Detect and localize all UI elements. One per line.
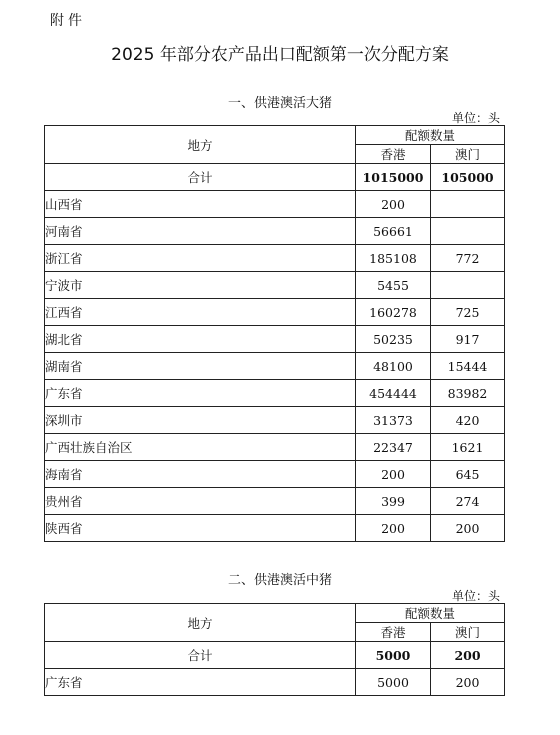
header-mo: 澳门 <box>431 623 505 642</box>
total-mo: 105000 <box>431 164 505 191</box>
hk-value-cell: 50235 <box>356 326 431 353</box>
hk-value-cell: 56661 <box>356 218 431 245</box>
mo-value-cell <box>431 272 505 299</box>
table-row <box>45 245 505 272</box>
table-row <box>45 488 505 515</box>
region-cell: 海南省 <box>45 461 356 488</box>
region-cell: 山西省 <box>45 191 356 218</box>
region-cell: 广西壮族自治区 <box>45 434 356 461</box>
section-1-unit: 单位：头 <box>451 111 500 125</box>
hk-value-cell: 200 <box>356 461 431 488</box>
header-region: 地方 <box>45 604 356 642</box>
hk-value-cell: 454444 <box>356 380 431 407</box>
section-2-table <box>44 603 505 696</box>
header-quota: 配额数量 <box>356 604 505 623</box>
table-row <box>45 407 505 434</box>
table-row <box>45 461 505 488</box>
region-cell: 宁波市 <box>45 272 356 299</box>
total-row <box>45 642 505 669</box>
table-row <box>45 434 505 461</box>
mo-value-cell <box>431 191 505 218</box>
table-row <box>45 299 505 326</box>
mo-value-cell: 15444 <box>431 353 505 380</box>
region-cell: 贵州省 <box>45 488 356 515</box>
hk-value-cell: 185108 <box>356 245 431 272</box>
table-row <box>45 218 505 245</box>
hk-value-cell: 200 <box>356 515 431 542</box>
table-row <box>45 272 505 299</box>
table-row <box>45 326 505 353</box>
document-title: 2025 年部分农产品出口配额第一次分配方案 <box>111 45 449 65</box>
region-cell: 深圳市 <box>45 407 356 434</box>
total-row <box>45 164 505 191</box>
region-cell: 湖北省 <box>45 326 356 353</box>
section-1-title: 一、供港澳活大猪 <box>227 96 332 111</box>
hk-value-cell: 31373 <box>356 407 431 434</box>
region-cell: 浙江省 <box>45 245 356 272</box>
mo-value-cell: 420 <box>431 407 505 434</box>
table-row <box>45 353 505 380</box>
hk-value-cell: 160278 <box>356 299 431 326</box>
header-hk: 香港 <box>356 145 431 164</box>
hk-value-cell: 5455 <box>356 272 431 299</box>
total-hk: 1015000 <box>356 164 431 191</box>
mo-value-cell: 200 <box>431 669 505 696</box>
table-row <box>45 191 505 218</box>
header-region: 地方 <box>45 126 356 164</box>
mo-value-cell: 1621 <box>431 434 505 461</box>
header-quota: 配额数量 <box>356 126 505 145</box>
region-cell: 江西省 <box>45 299 356 326</box>
mo-value-cell: 725 <box>431 299 505 326</box>
region-cell: 陕西省 <box>45 515 356 542</box>
header-hk: 香港 <box>356 623 431 642</box>
mo-value-cell: 274 <box>431 488 505 515</box>
hk-value-cell: 200 <box>356 191 431 218</box>
mo-value-cell: 772 <box>431 245 505 272</box>
hk-value-cell: 48100 <box>356 353 431 380</box>
mo-value-cell <box>431 218 505 245</box>
table-row <box>45 515 505 542</box>
region-cell: 河南省 <box>45 218 356 245</box>
mo-value-cell: 917 <box>431 326 505 353</box>
region-cell: 湖南省 <box>45 353 356 380</box>
hk-value-cell: 399 <box>356 488 431 515</box>
table-row <box>45 380 505 407</box>
mo-value-cell: 200 <box>431 515 505 542</box>
hk-value-cell: 22347 <box>356 434 431 461</box>
section-2-title: 二、供港澳活中猪 <box>227 573 332 588</box>
total-label: 合计 <box>45 642 356 669</box>
attachment-label: 附件 <box>50 13 86 29</box>
region-cell: 广东省 <box>45 380 356 407</box>
hk-value-cell: 5000 <box>356 669 431 696</box>
region-cell: 广东省 <box>45 669 356 696</box>
total-mo: 200 <box>431 642 505 669</box>
total-label: 合计 <box>45 164 356 191</box>
header-mo: 澳门 <box>431 145 505 164</box>
section-2-unit: 单位：头 <box>451 589 500 603</box>
total-hk: 5000 <box>356 642 431 669</box>
mo-value-cell: 645 <box>431 461 505 488</box>
table-row <box>45 669 505 696</box>
mo-value-cell: 83982 <box>431 380 505 407</box>
section-1-table <box>44 125 505 542</box>
